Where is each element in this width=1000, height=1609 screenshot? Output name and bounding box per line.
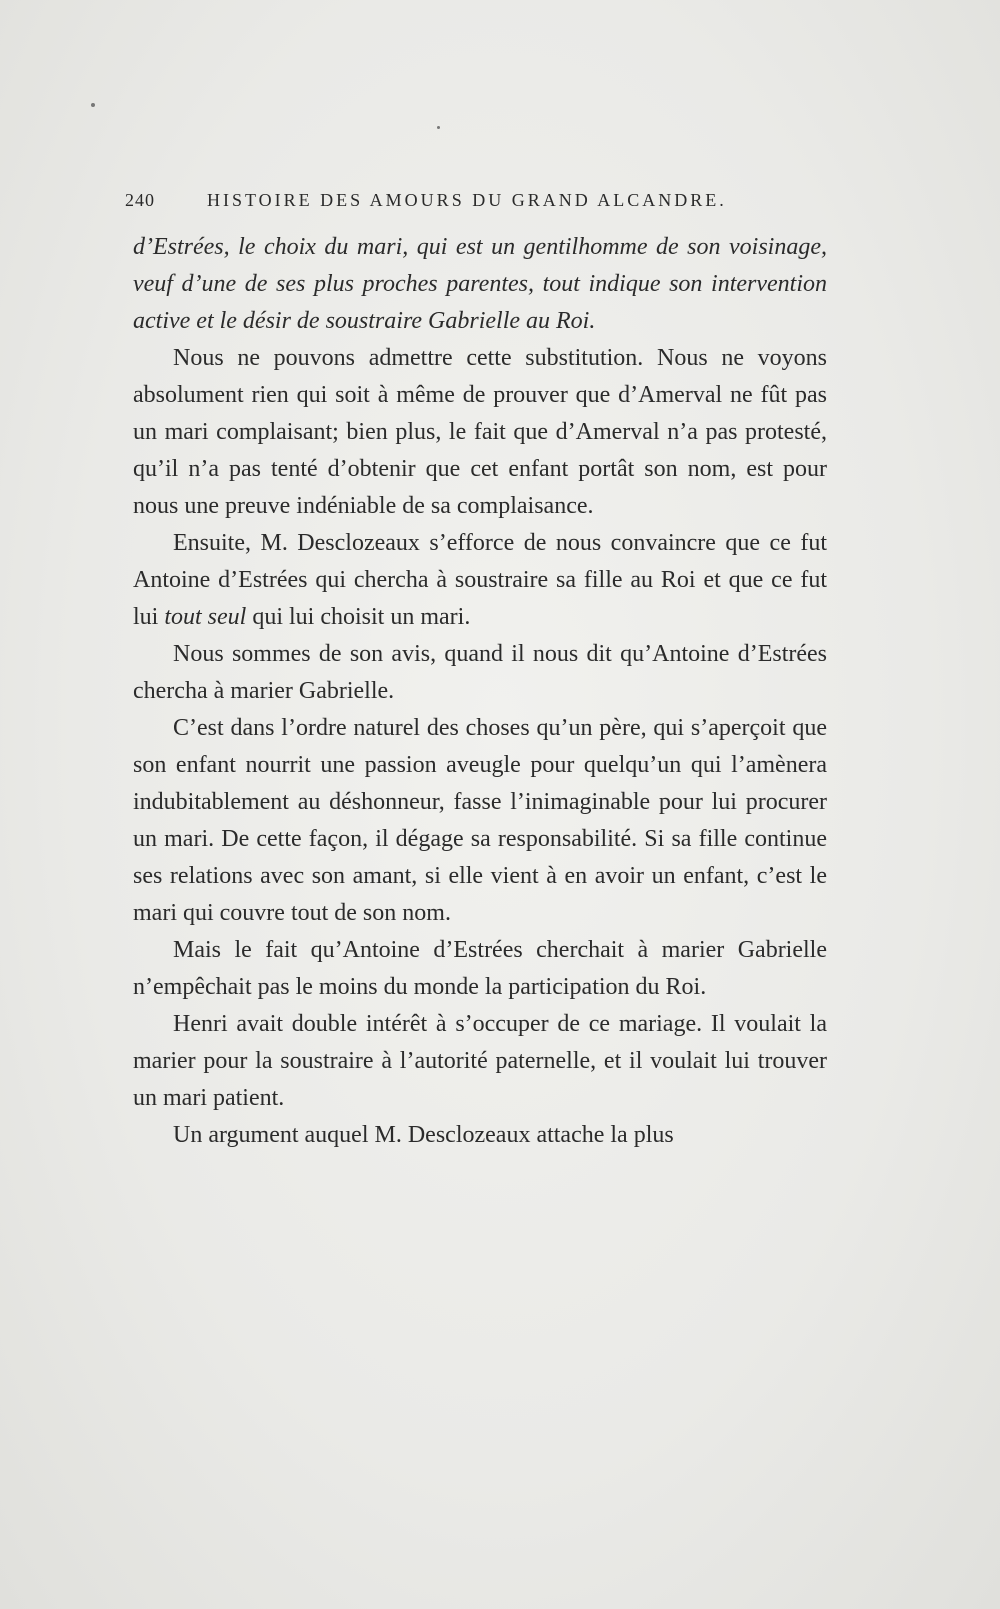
paragraph (133, 525, 827, 636)
paragraph: Henri avait double intérêt à s’occuper de ce mariage. Il voulait la marier pour la soustraire à l’autorité paternelle, et il voulait lui trouver un mari patient. (133, 1011, 827, 1111)
paragraph: Mais le fait qu’Antoine d’Estrées cherchait à marier Gabrielle n’empêchait pas le moins du monde la participation du Roi. (133, 937, 827, 1000)
text-run: Ensuite, M. Desclozeaux s’efforce de nous convaincre que ce fut Antoine d’Estrées qui chercha à soustraire sa fille au Roi et que ce fut lui (133, 530, 827, 630)
running-title: HISTOIRE DES AMOURS DU GRAND ALCANDRE. (207, 190, 727, 210)
page-number: 240 (125, 190, 155, 210)
paragraph-continued (133, 229, 827, 340)
paragraph: Un argument auquel M. Desclozeaux attache la plus (173, 1122, 674, 1148)
paragraph: Nous sommes de son avis, quand il nous dit qu’Antoine d’Estrées chercha à marier Gabrielle. (133, 641, 827, 704)
ink-speck (437, 126, 440, 129)
paragraph: Nous ne pouvons admettre cette substitution. Nous ne voyons absolument rien qui soit à même de prouver que d’Amerval ne fût pas un mari complaisant; bien plus, le fait que d’Amerval n’a pas protesté, qu’il n’a pas tenté d’obtenir que cet enfant portât son nom, est pour nous une preuve indéniable de sa complaisance. (133, 345, 827, 519)
body-text (133, 229, 827, 1154)
text-run: qui lui choisit un mari. (246, 604, 471, 630)
page-header (125, 190, 825, 216)
italic-emphasis: tout seul (164, 604, 247, 630)
paragraph: C’est dans l’ordre naturel des choses qu’un père, qui s’aperçoit que son enfant nourrit une passion aveugle pour quelqu’un qui l’amènera indubitablement au déshonneur, fasse l’inimaginable pour lui procurer un mari. De cette façon, il dégage sa responsabilité. Si sa fille continue ses relations avec son amant, si elle vient à en avoir un enfant, c’est le mari qui couvre tout de son nom. (133, 715, 827, 926)
ink-speck (91, 103, 95, 107)
italic-quote: d’Estrées, le choix du mari, qui est un gentilhomme de son voisinage, veuf d’une de ses plus proches parentes, tout indique son intervention active et le désir de soustraire Gabrielle au Roi. (133, 234, 827, 334)
